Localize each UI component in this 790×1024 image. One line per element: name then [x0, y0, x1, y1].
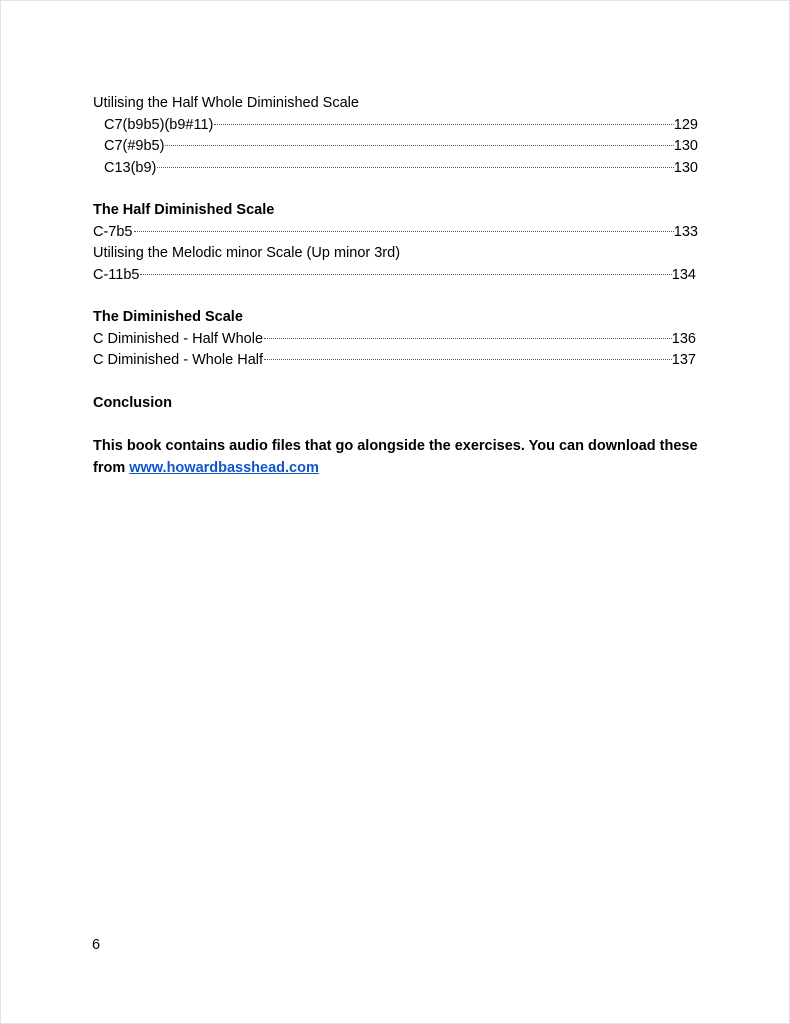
toc-entry-page: 137 — [671, 352, 696, 368]
toc-entry-title: C7(b9b5)(b9#11) — [104, 116, 214, 133]
table-of-contents — [93, 93, 698, 479]
toc-entry-page: 136 — [671, 330, 696, 347]
toc-entry[interactable] — [93, 115, 698, 137]
toc-entry-page: 133 — [673, 223, 698, 240]
website-link[interactable]: www.howardbasshead.com — [129, 460, 319, 476]
toc-entry-title: C13(b9) — [104, 159, 157, 176]
dot-leader — [264, 359, 672, 360]
dot-leader — [157, 167, 673, 168]
dot-leader — [214, 124, 673, 125]
toc-entry-title: C7(#9b5) — [104, 138, 165, 154]
toc-subsection-title: Utilising the Half Whole Diminished Scale — [93, 95, 359, 111]
toc-entry-page: 130 — [673, 159, 698, 176]
toc-entry[interactable] — [93, 350, 696, 372]
spacer — [93, 179, 698, 200]
toc-entry-title: C-7b5 — [93, 223, 133, 240]
toc-entry[interactable] — [93, 265, 696, 287]
page-number: 6 — [92, 937, 101, 953]
toc-entry[interactable] — [93, 222, 698, 244]
toc-entry-title: C-11b5 — [93, 266, 140, 283]
toc-subsection-title: Utilising the Melodic minor Scale (Up minor 3rd) — [93, 245, 401, 261]
note-text: This book contains audio files that go alongside the exercises. You can download these from — [93, 438, 698, 476]
toc-entry[interactable] — [93, 136, 698, 158]
toc-entry-page: 129 — [673, 116, 698, 133]
dot-leader — [140, 274, 671, 275]
spacer — [93, 372, 698, 393]
dot-leader — [165, 145, 673, 146]
dot-leader — [264, 338, 672, 339]
toc-entry[interactable] — [93, 158, 698, 180]
spacer — [93, 414, 698, 435]
toc-entry-page: 130 — [673, 138, 698, 154]
toc-entry[interactable] — [93, 329, 696, 351]
toc-entry-page: 134 — [671, 266, 696, 283]
section-heading: The Diminished Scale — [93, 309, 243, 325]
dot-leader — [134, 231, 674, 232]
section-heading: The Half Diminished Scale — [93, 202, 275, 218]
spacer — [93, 286, 698, 307]
toc-entry-title: C Diminished - Whole Half — [93, 352, 264, 368]
toc-entry-title: C Diminished - Half Whole — [93, 330, 264, 347]
conclusion-heading: Conclusion — [93, 394, 172, 411]
audio-files-note — [93, 435, 703, 479]
